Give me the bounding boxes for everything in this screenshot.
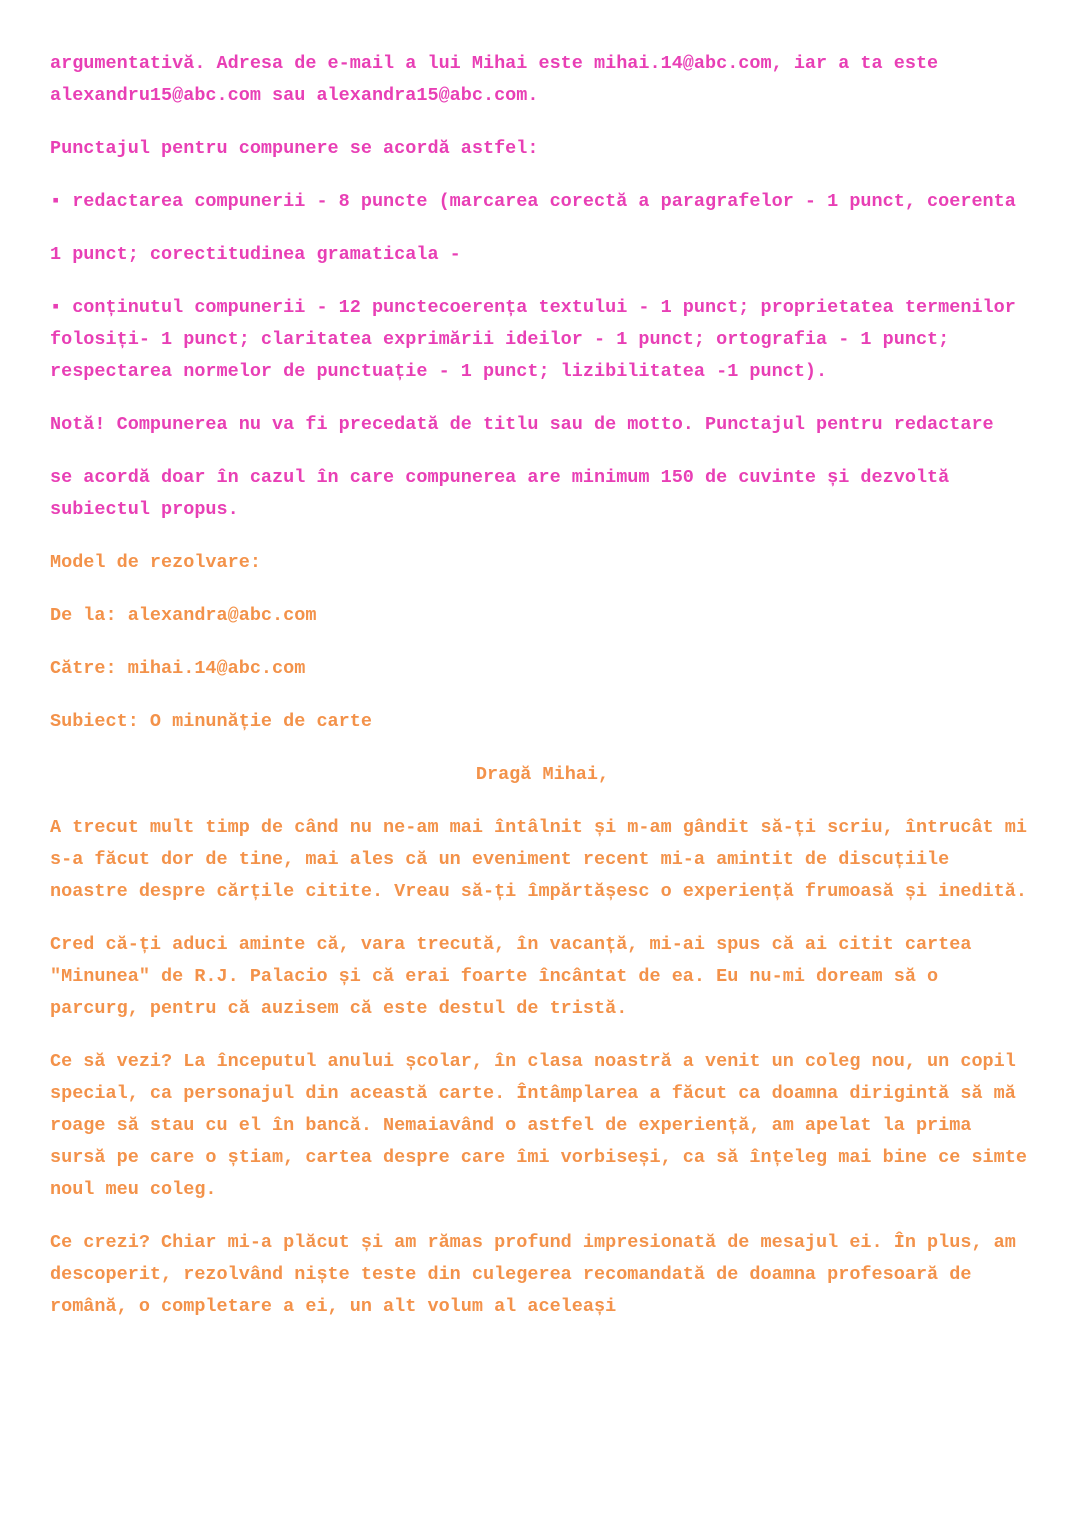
document-page <box>50 48 1035 1344</box>
note: Notă! Compunerea nu va fi precedată de titlu sau de motto. Punctajul pentru redactare <box>50 414 994 435</box>
email-paragraph: Cred că-ți aduci aminte că, vara trecută, în vacanță, mi-ai spus că ai citit cartea "Minunea" de R.J. Palacio și că erai foarte încântat de ea. Eu nu-mi doream să o parcurg, pentru că auzisem că este destul de tristă. <box>50 934 972 1019</box>
note-continued: se acordă doar în cazul în care compunerea are minimum 150 de cuvinte și dezvoltă subiectul propus. <box>50 467 950 520</box>
scoring-item-writing-continued: 1 punct; corectitudinea gramaticala - <box>50 244 461 265</box>
scoring-item-content: ▪ conținutul compunerii - 12 punctecoerența textului - 1 punct; proprietatea termenilor folosiți- 1 punct; claritatea exprimării ideilor - 1 punct; ortografia - 1 punct; respectarea normelor de punctuație - 1 punct; lizibilitatea -1 punct). <box>50 297 1016 382</box>
intro-continuation: argumentativă. Adresa de e-mail a lui Mihai este mihai.14@abc.com, iar a ta este alexandru15@abc.com sau alexandra15@abc.com. <box>50 53 939 106</box>
email-paragraph: A trecut mult timp de când nu ne-am mai întâlnit și m-am gândit să-ți scriu, întrucât mi s-a făcut dor de tine, mai ales că un eveniment recent mi-a amintit de discuțiile noastre despre cărțile citite. Vreau să-ți împărtășesc o experiență frumoasă și inedită. <box>50 817 1027 902</box>
email-to: Către: mihai.14@abc.com <box>50 658 306 679</box>
email-subject: Subiect: O minunăție de carte <box>50 711 372 732</box>
email-from: De la: alexandra@abc.com <box>50 605 317 626</box>
email-greeting: Dragă Mihai, <box>475 764 610 785</box>
email-paragraph: Ce crezi? Chiar mi-a plăcut și am rămas profund impresionată de mesajul ei. În plus, am descoperit, rezolvând niște teste din culegerea recomandată de doamna profesoară de română, o completare a ei, un alt volum al aceleași <box>50 1232 1016 1317</box>
scoring-item-writing: ▪ redactarea compunerii - 8 puncte (marcarea corectă a paragrafelor - 1 punct, coerenta <box>50 191 1016 212</box>
scoring-title: Punctajul pentru compunere se acordă astfel: <box>50 138 539 159</box>
email-paragraph: Ce să vezi? La începutul anului școlar, în clasa noastră a venit un coleg nou, un copil special, ca personajul din această carte. Întâmplarea a făcut ca doamna dirigintă să mă roage să stau cu el în bancă. Nemaiavând o astfel de experiență, am apelat la prima sursă pe care o știam, cartea despre care îmi vorbiseși, ca să înțeleg mai bine ce simte noul meu coleg. <box>50 1051 1027 1200</box>
model-heading: Model de rezolvare: <box>50 552 261 573</box>
